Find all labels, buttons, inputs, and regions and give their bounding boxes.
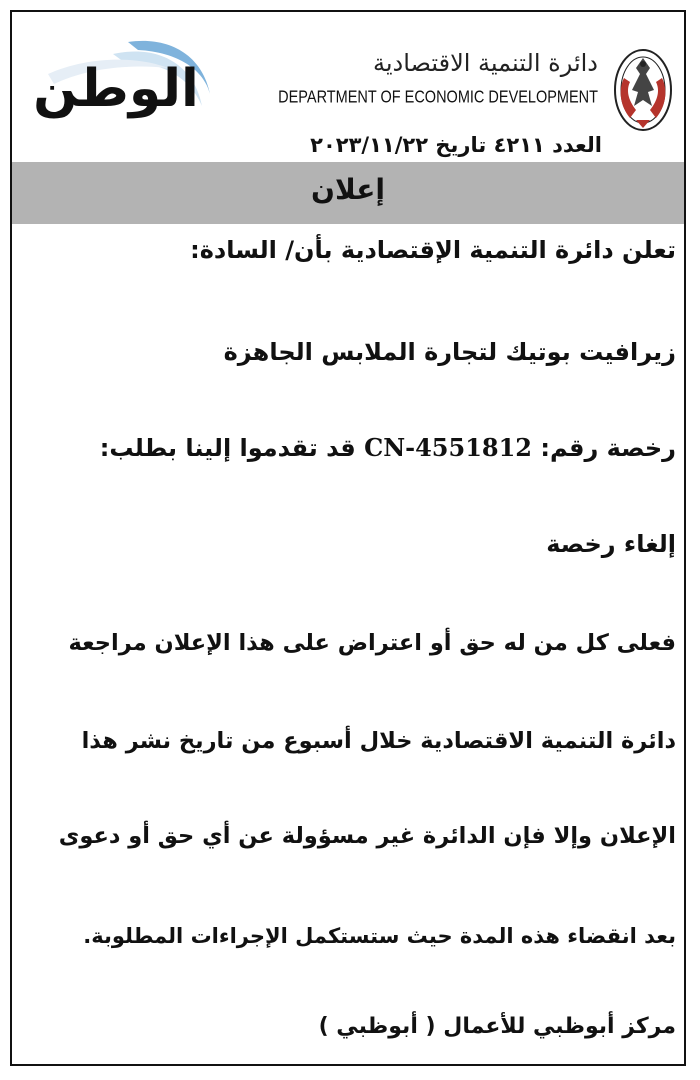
body-line-4: بعد انقضاء هذه المدة حيث ستستكمل الإجراءات المطلوبة. xyxy=(83,924,676,948)
issuer-signature: مركز أبوظبي للأعمال ( أبوظبي ) xyxy=(318,1014,676,1039)
abu-dhabi-falcon-emblem-icon xyxy=(610,34,676,134)
license-line xyxy=(24,428,676,468)
notice-title: إعلان xyxy=(311,173,385,206)
title-band xyxy=(12,162,684,224)
request-type: إلغاء رخصة xyxy=(546,530,676,558)
logo-text: الوطن xyxy=(33,59,199,119)
department-arabic: دائرة التنمية الاقتصادية xyxy=(373,49,598,77)
department-english: DEPARTMENT OF ECONOMIC DEVELOPMENT xyxy=(278,88,598,108)
license-number: CN-4551812 xyxy=(364,433,533,462)
announce-line: تعلن دائرة التنمية الإقتصادية بأن/ السادة: xyxy=(190,236,676,264)
body-line-3: الإعلان وإلا فإن الدائرة غير مسؤولة عن أي حق أو دعوى xyxy=(58,823,676,849)
body-line-1: فعلى كل من له حق أو اعتراض على هذا الإعلان مراجعة xyxy=(68,630,676,656)
newspaper-logo xyxy=(18,34,214,130)
license-suffix: قد تقدموا إلينا بطلب: xyxy=(99,434,356,462)
body-line-2: دائرة التنمية الاقتصادية خلال أسبوع من تاريخ نشر هذا xyxy=(81,728,676,754)
notice-frame xyxy=(10,10,686,1066)
notice-header xyxy=(12,12,686,157)
company-name: زيرافيت بوتيك لتجارة الملابس الجاهزة xyxy=(223,338,676,366)
issue-number-date: العدد ٤٢١١ تاريخ ٢٠٢٣/١١/٢٢ xyxy=(310,133,602,157)
license-prefix: رخصة رقم: xyxy=(540,434,676,462)
